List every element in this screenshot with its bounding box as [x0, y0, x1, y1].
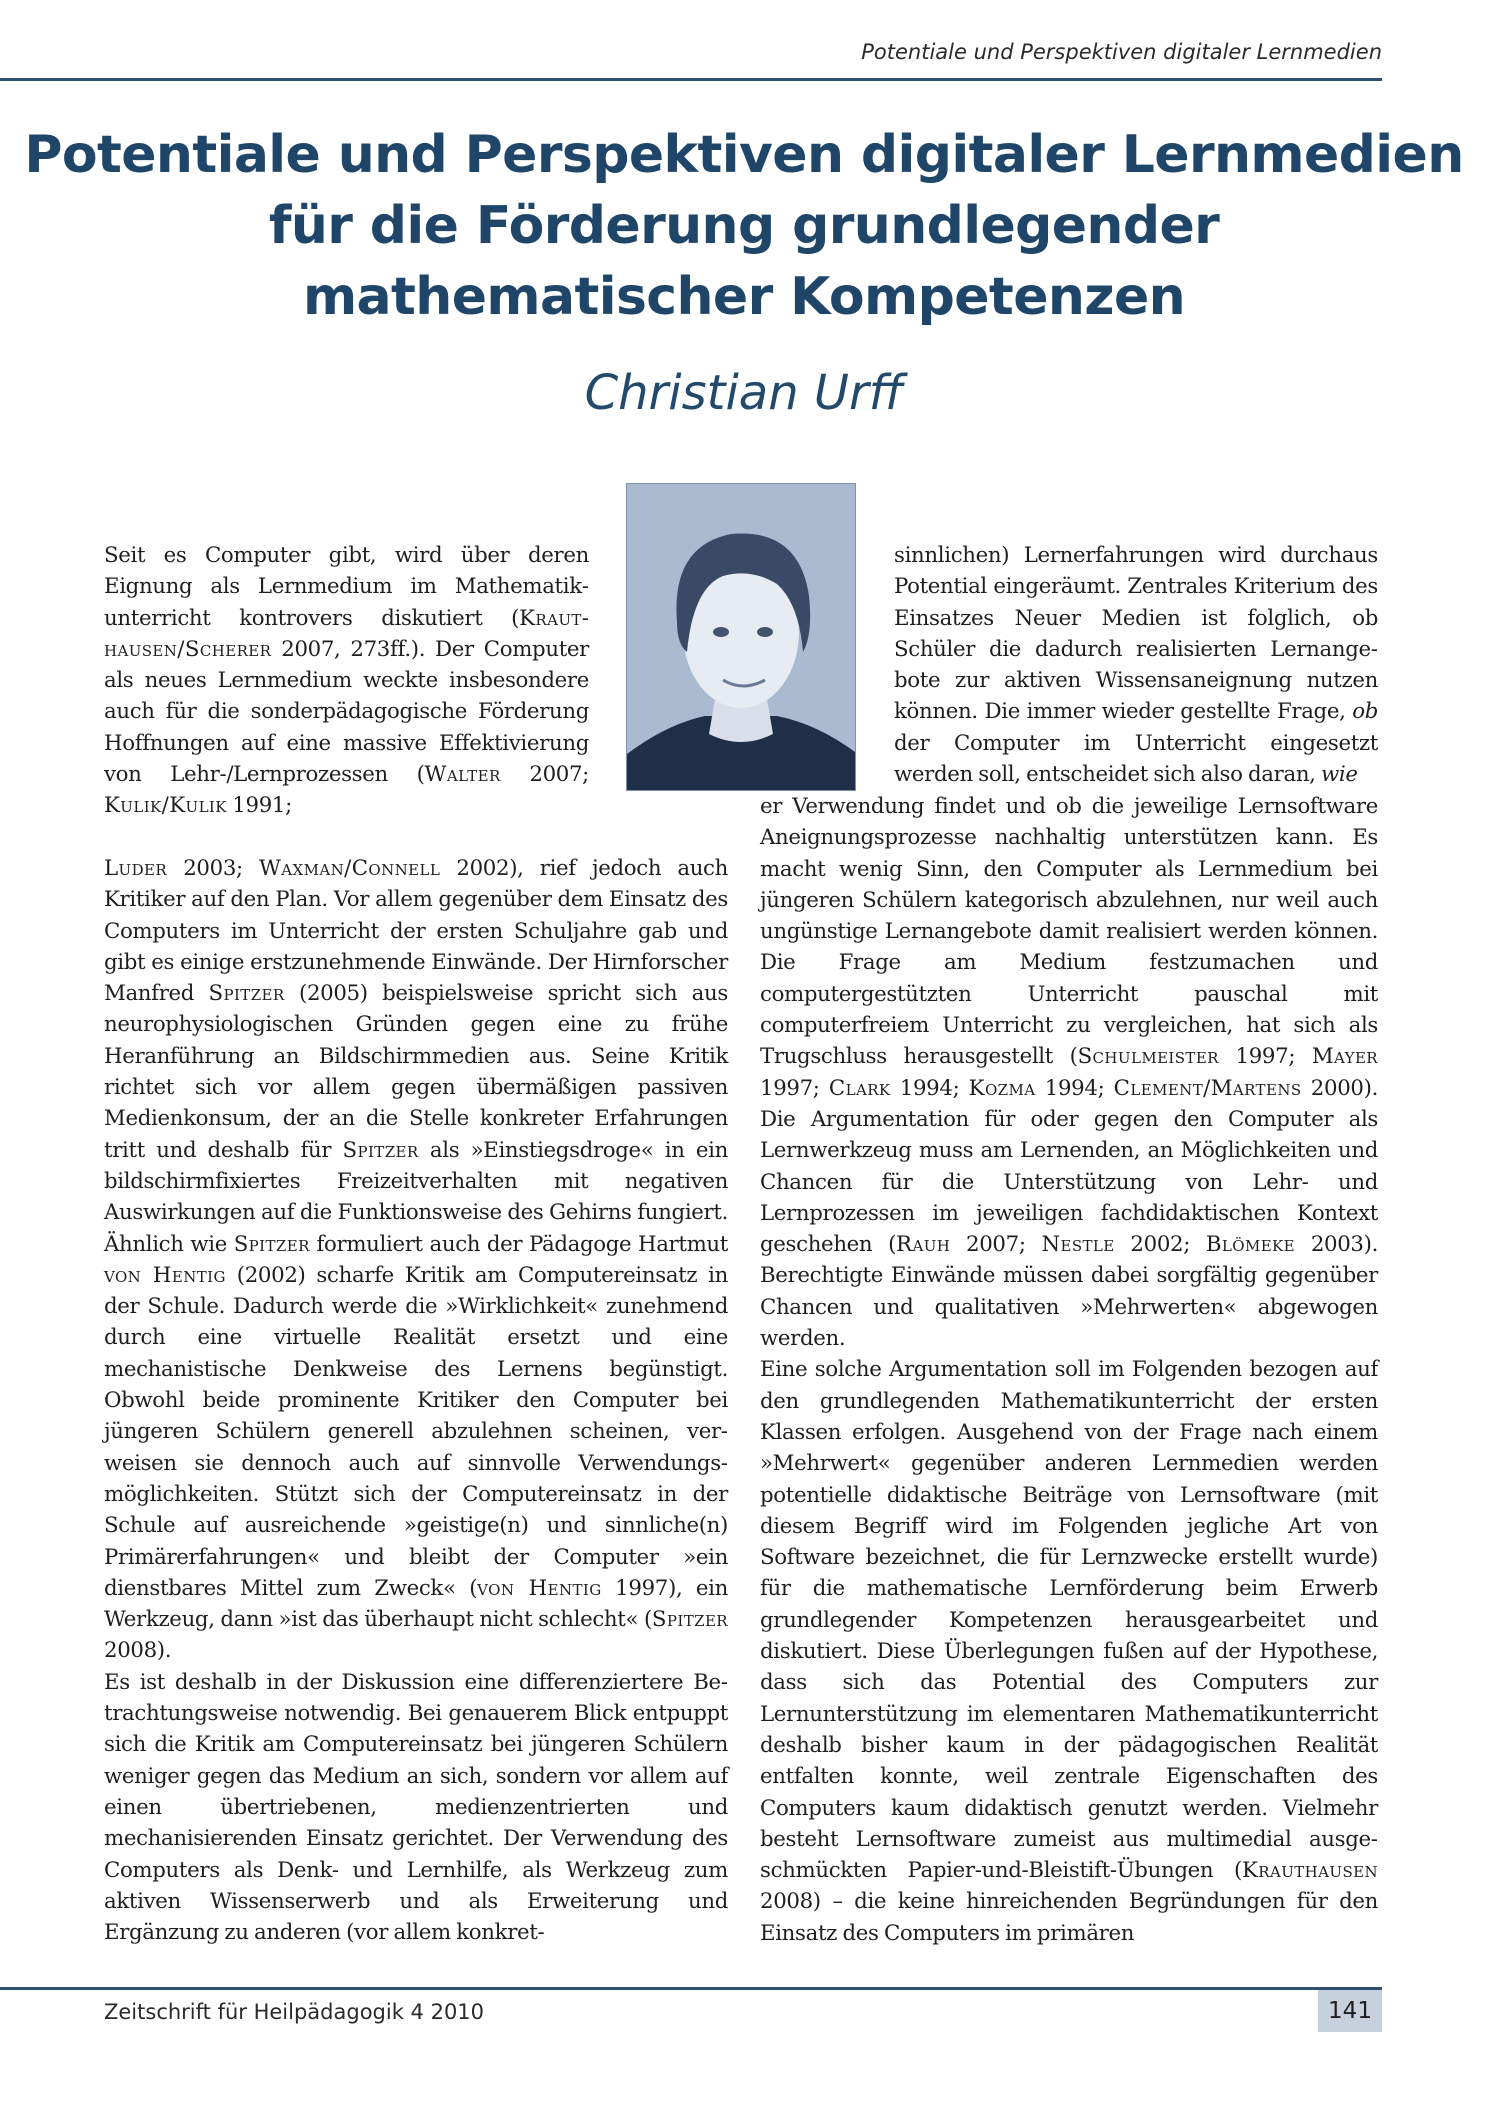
emphasis: wie — [1321, 762, 1358, 788]
citation: von Hentig — [104, 1262, 226, 1288]
journal-name: Zeitschrift für Heilpädagogik 4 2010 — [104, 2000, 485, 2024]
body-column-right-top — [894, 540, 1378, 790]
citation: Kulik/Kulik — [104, 793, 227, 819]
citation: Luder — [104, 856, 168, 881]
body-text: (2002) scharfe Kritik am Computereinsatz in der Schule. Dadurch werde die »Wirklichkeit« zunehmend durch eine virtuelle Realität ersetzt und eine mechanistische Denkweise des Lernens begünstigt. Obwohl beide prominente Kritiker den Computer bei jüngeren Schülern generell abzulehnen scheinen, verweisen sie dennoch auch auf sinnvolle Verwendungsmöglichkeiten. Stützt sich der Computereinsatz in der Schule auf ausreichende »geistige(n) und sinnliche(n) Primärerfahrungen« und bleibt der Computer »ein dienstbares Mittel zum Zweck« ( — [104, 1262, 729, 1601]
citation: Krauthausen/Scherer — [104, 605, 589, 662]
author-portrait-image — [627, 484, 855, 790]
paragraph — [104, 853, 728, 1667]
citation: Nestle — [1041, 1232, 1115, 1258]
body-text: 2008) – die keine hinreichenden Begründungen für den Einsatz des Computers im primären — [760, 1889, 1378, 1946]
footer-rule — [0, 1987, 1382, 1990]
citation: Clark — [828, 1075, 891, 1101]
citation: Krauthausen — [1242, 1858, 1378, 1884]
citation: Spitzer — [233, 1231, 310, 1257]
body-text: 2008). — [104, 1638, 172, 1664]
page-number: 141 — [1318, 1990, 1382, 2032]
citation: Mayer — [1311, 1044, 1378, 1070]
body-column-right — [760, 791, 1378, 1949]
citation: Waxman/Connell — [259, 856, 441, 881]
title-line: für die Förderung grundlegender — [268, 196, 1220, 256]
citation: Walter — [424, 762, 501, 788]
citation: Kozma — [968, 1075, 1036, 1101]
body-text: 1994; — [890, 1075, 969, 1101]
citation: Blömeke — [1205, 1232, 1296, 1258]
citation: Spitzer — [651, 1607, 728, 1633]
author-photo — [626, 483, 856, 791]
author-name: Christian Urff — [584, 365, 904, 421]
body-column-left — [104, 853, 728, 1948]
body-text: 1997), ein Werkzeug, dann »ist das überhaupt nicht schlecht« ( — [104, 1575, 728, 1633]
body-text: als »Einstiegsdroge« in ein bildschirmfixiertes Freizeitverhalten mit negativen Auswirkungen auf die Funktionsweise des Gehirns fungiert. Ähnlich wie — [104, 1137, 728, 1257]
header-rule — [0, 78, 1382, 81]
emphasis: ob — [1352, 699, 1378, 725]
paragraph: Es ist deshalb in der Diskussion eine differenziertere Betrachtungsweise notwendig. Bei genauerem Blick entpuppt sich die Kritik am Computereinsatz bei jüngeren Schülern weniger gegen das Medium an sich, sondern vor allem auf einen übertriebenen, medienzentrierten und mechanisierenden Einsatz gerichtet. Der Verwendung des Computers als Denk- und Lernhilfe, als Werkzeug zum aktiven Wissenserwerb und als Erweiterung und Ergänzung zu anderen (vor allem konkret- — [104, 1669, 728, 1946]
body-text: (2005) beispielsweise spricht sich aus neurophysiologischen Gründen gegen eine zu frühe Heranführung an Bildschirmmedien aus. Seine Kritik richtet sich vor allem gegen übermäßigen passiven Medienkonsum, der an die Stelle konkreter Erfahrungen tritt und deshalb für — [104, 981, 728, 1163]
body-text: formuliert auch der Pädagoge Hartmut — [309, 1231, 729, 1257]
body-text: Seit es Computer gibt, wird über deren Eignung als Lernmedium im Mathematikunterricht kontrovers diskutiert ( — [104, 543, 589, 631]
citation: Spitzer — [342, 1137, 419, 1163]
body-text: 1997; — [760, 1075, 829, 1101]
body-text: 1994; — [1035, 1075, 1114, 1101]
citation: Schulmeister — [1077, 1044, 1219, 1070]
title-line: Potentiale und Perspektiven digitaler Lernmedien — [24, 125, 1464, 185]
citation: von Hentig — [477, 1575, 602, 1601]
running-head: Potentiale und Perspektiven digitaler Lernmedien — [861, 40, 1382, 64]
body-text: 2003; — [167, 856, 260, 881]
body-text: sinnlichen) Lernerfahrungen wird durchaus Potential eingeräumt. Zentrales Kriterium des Einsatzes Neuer Medien ist folglich, ob Schüler die dadurch realisierten Lernangebote zur aktiven Wissensaneignung nutzen können. Die immer wieder gestellte Frage, — [894, 543, 1378, 725]
citation: Clement/Martens — [1113, 1075, 1302, 1101]
citation: Rauh — [896, 1232, 951, 1258]
body-text: 2002), rief jedoch auch Kritiker auf den Plan. Vor allem gegenüber dem Einsatz des Computers im Unterricht der ersten Schuljahre gab und gibt es einige erstzunehmende Einwände. Der Hirnforscher Manfred — [104, 856, 728, 1007]
body-text: 2007, 273ff.). Der Computer als neues Lernmedium weckte insbesondere auch für die sonderpädagogische Förderung Hoffnungen auf eine massive Effektivierung von Lehr-/Lernprozessen ( — [104, 636, 589, 788]
body-text: Eine solche Argumentation soll im Folgenden bezogen auf den grundlegenden Mathematikunterricht der ersten Klassen erfolgen. Ausgehend von der Frage nach einem »Mehrwert« gegenüber anderen Lernmedien werden potentielle didaktische Beiträge von Lernsoftware (mit diesem Begriff wird im Folgenden jegliche Art von Software bezeichnet, die für Lernzwecke erstellt wurde) für die mathematische Lernförderung beim Erwerb grundlegender Kompetenzen herausgearbeitet und diskutiert. Diese Überlegungen fußen auf der Hypothese, dass sich das Potential des Computers zur Lernunterstützung im elementaren Mathematikunterricht deshalb bisher kaum in der pädagogischen Realität entfalten konnte, weil zentrale Eigenschaften des Computers kaum didaktisch genutzt werden. Vielmehr besteht Lernsoftware zumeist aus multimedial ausgeschmückten Papier-und-Bleistift-Übungen ( — [760, 1357, 1378, 1884]
paragraph — [760, 1354, 1378, 1949]
paragraph — [760, 791, 1378, 1354]
body-column-left-top — [104, 540, 589, 822]
body-text: 2007; — [950, 1232, 1042, 1258]
citation: Spitzer — [208, 981, 285, 1007]
body-text: er Verwendung findet und ob die jeweilige Lernsoftware Aneignungsprozesse nachhaltig unterstützen kann. Es macht wenig Sinn, den Computer als Lernmedium bei jüngeren Schülern kategorisch abzulehnen, nur weil auch ungünstige Lernangebote damit realisiert werden können. Die Frage am Medium festzumachen und computergestützten Unterricht pauschal mit computerfreiem Unterricht zu vergleichen, hat sich als Trugschluss herausgestellt ( — [760, 794, 1378, 1070]
body-text: 1997; — [1218, 1044, 1312, 1070]
body-text: 2000). Die Argumentation für oder gegen den Computer als Lernwerkzeug muss am Lernenden, an Möglichkeiten und Chancen für die Unterstützung von Lehr- und Lernprozessen im jeweiligen fachdidaktischen Kontext geschehen ( — [760, 1075, 1378, 1258]
title-line: mathematischer Kompetenzen — [302, 267, 1186, 327]
body-text: 2007; — [500, 762, 589, 788]
article-title — [0, 120, 1488, 333]
body-text: der Computer im Unterricht eingesetzt werden soll, entscheidet sich also daran, — [894, 730, 1378, 788]
body-text: 1991; — [226, 793, 292, 819]
body-text: 2003). Berechtigte Einwände müssen dabei sorgfältig gegenüber Chancen und qualitativen »Mehrwerten« abgewogen werden. — [760, 1232, 1378, 1352]
body-text: 2002; — [1114, 1232, 1206, 1258]
